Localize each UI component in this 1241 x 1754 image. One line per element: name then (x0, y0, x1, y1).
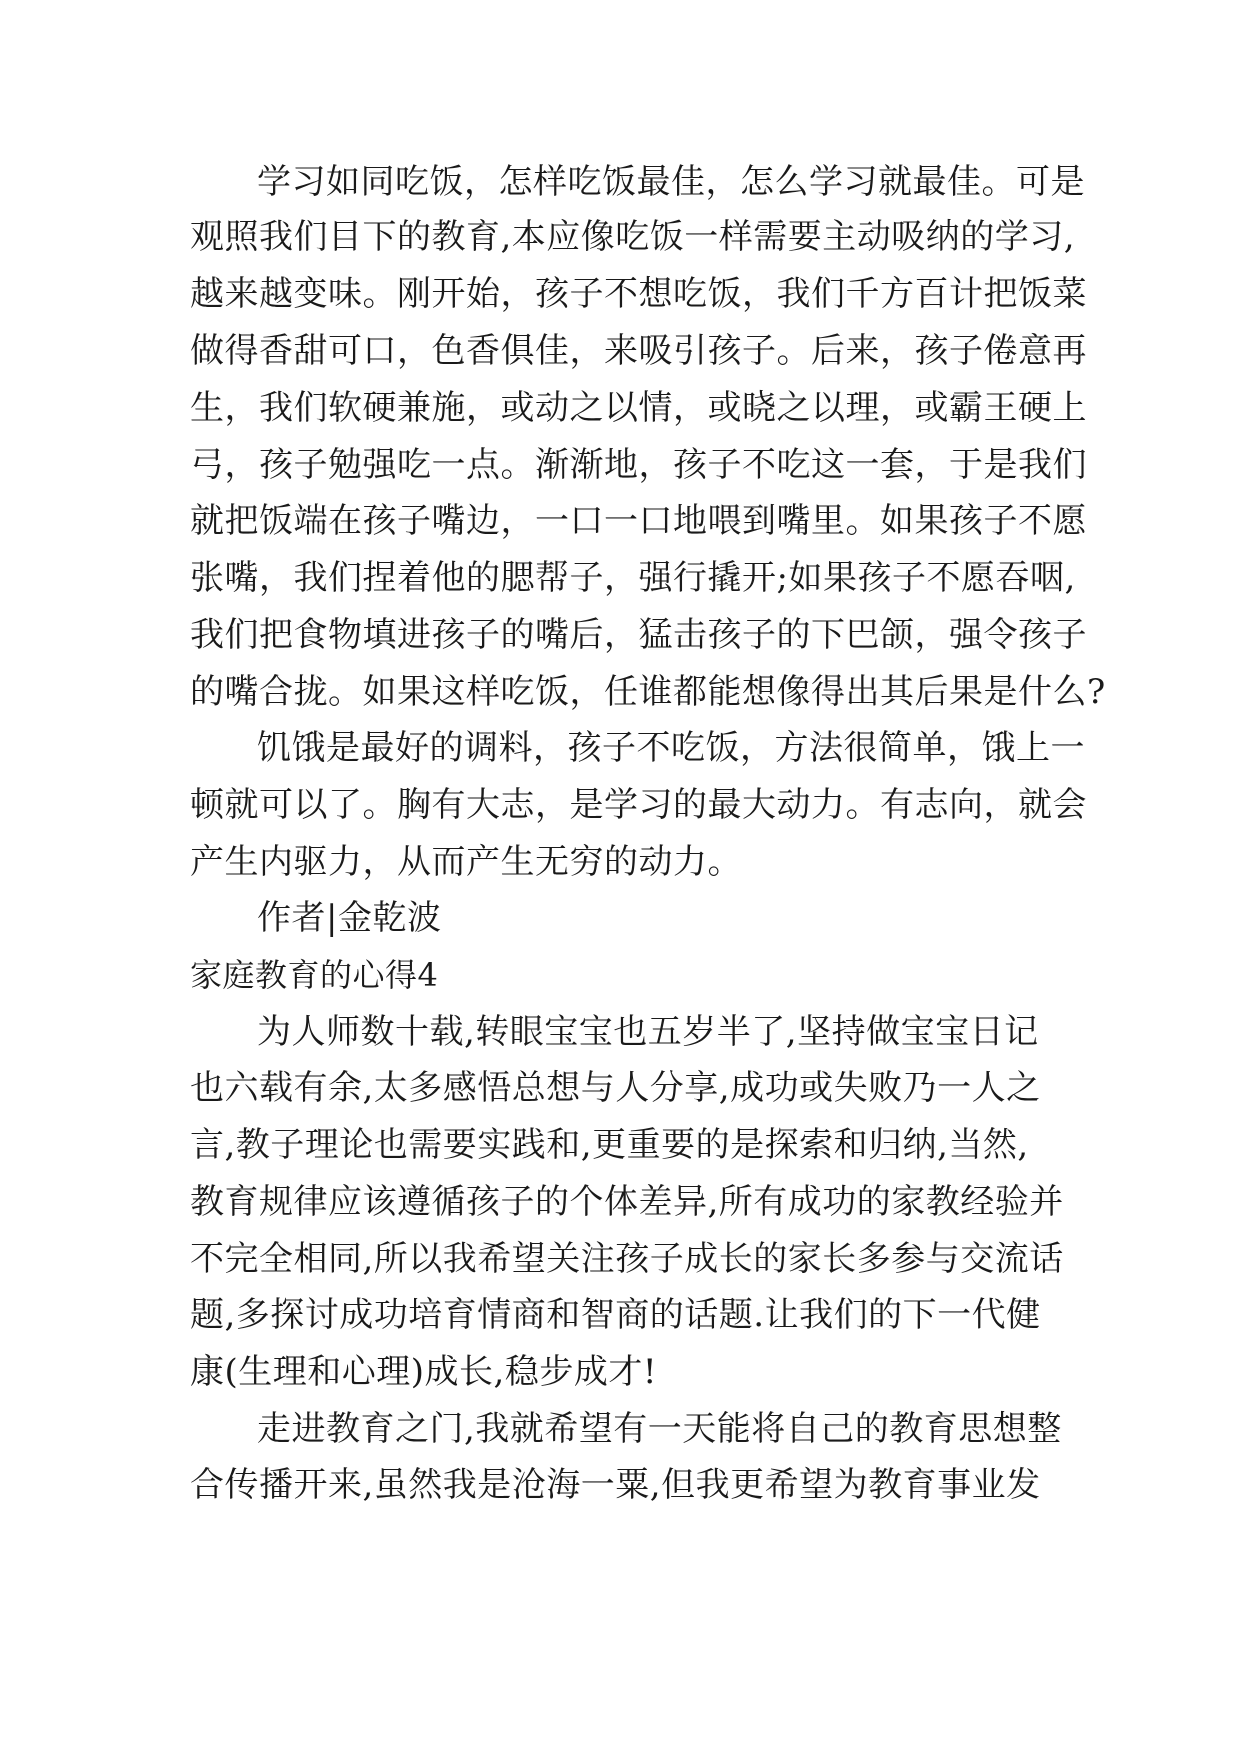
text-line: 我们把食物填进孩子的嘴后，猛击孩子的下巴颌，强令孩子 (190, 615, 1087, 655)
text-line: 观照我们目下的教育,本应像吃饭一样需要主动吸纳的学习, (190, 217, 1076, 257)
text-line: 做得香甜可口，色香俱佳，来吸引孩子。后来，孩子倦意再 (190, 331, 1087, 371)
text-line: 就把饭端在孩子嘴边，一口一口地喂到嘴里。如果孩子不愿 (190, 501, 1087, 541)
text-line: 弓，孩子勉强吃一点。渐渐地，孩子不吃这一套，于是我们 (190, 445, 1087, 485)
text-line: 的嘴合拢。如果这样吃饭，任谁都能想像得出其后果是什么? (190, 672, 1106, 712)
text-line: 张嘴，我们捏着他的腮帮子，强行撬开;如果孩子不愿吞咽, (190, 558, 1076, 598)
text-line: 教育规律应该遵循孩子的个体差异,所有成功的家教经验并 (190, 1182, 1064, 1222)
text-line: 为人师数十载,转眼宝宝也五岁半了,坚持做宝宝日记 (257, 1012, 1039, 1052)
text-line: 顿就可以了。胸有大志，是学习的最大动力。有志向，就会 (190, 785, 1087, 825)
text-line: 饥饿是最好的调料，孩子不吃饭，方法很简单，饿上一 (257, 728, 1085, 768)
section-heading: 家庭教育的心得4 (190, 956, 439, 994)
text-line: 言,教子理论也需要实践和,更重要的是探索和归纳,当然, (190, 1125, 1029, 1165)
text-line: 合传播开来,虽然我是沧海一粟,但我更希望为教育事业发 (190, 1465, 1041, 1505)
text-line: 也六载有余,太多感悟总想与人分享,成功或失败乃一人之 (190, 1068, 1041, 1108)
text-line: 不完全相同,所以我希望关注孩子成长的家长多参与交流话 (190, 1239, 1064, 1279)
text-line: 越来越变味。刚开始，孩子不想吃饭，我们千方百计把饭菜 (190, 274, 1087, 314)
text-line: 康(生理和心理)成长,稳步成才! (190, 1352, 657, 1392)
text-line: 题,多探讨成功培育情商和智商的话题.让我们的下一代健 (190, 1295, 1041, 1335)
text-line: 生，我们软硬兼施，或动之以情，或晓之以理，或霸王硬上 (190, 388, 1087, 428)
author-line: 作者|金乾波 (257, 898, 442, 938)
text-line: 学习如同吃饭，怎样吃饭最佳，怎么学习就最佳。可是 (257, 162, 1085, 202)
text-line: 走进教育之门,我就希望有一天能将自己的教育思想整 (257, 1409, 1062, 1449)
text-line: 产生内驱力，从而产生无穷的动力。 (190, 842, 742, 882)
